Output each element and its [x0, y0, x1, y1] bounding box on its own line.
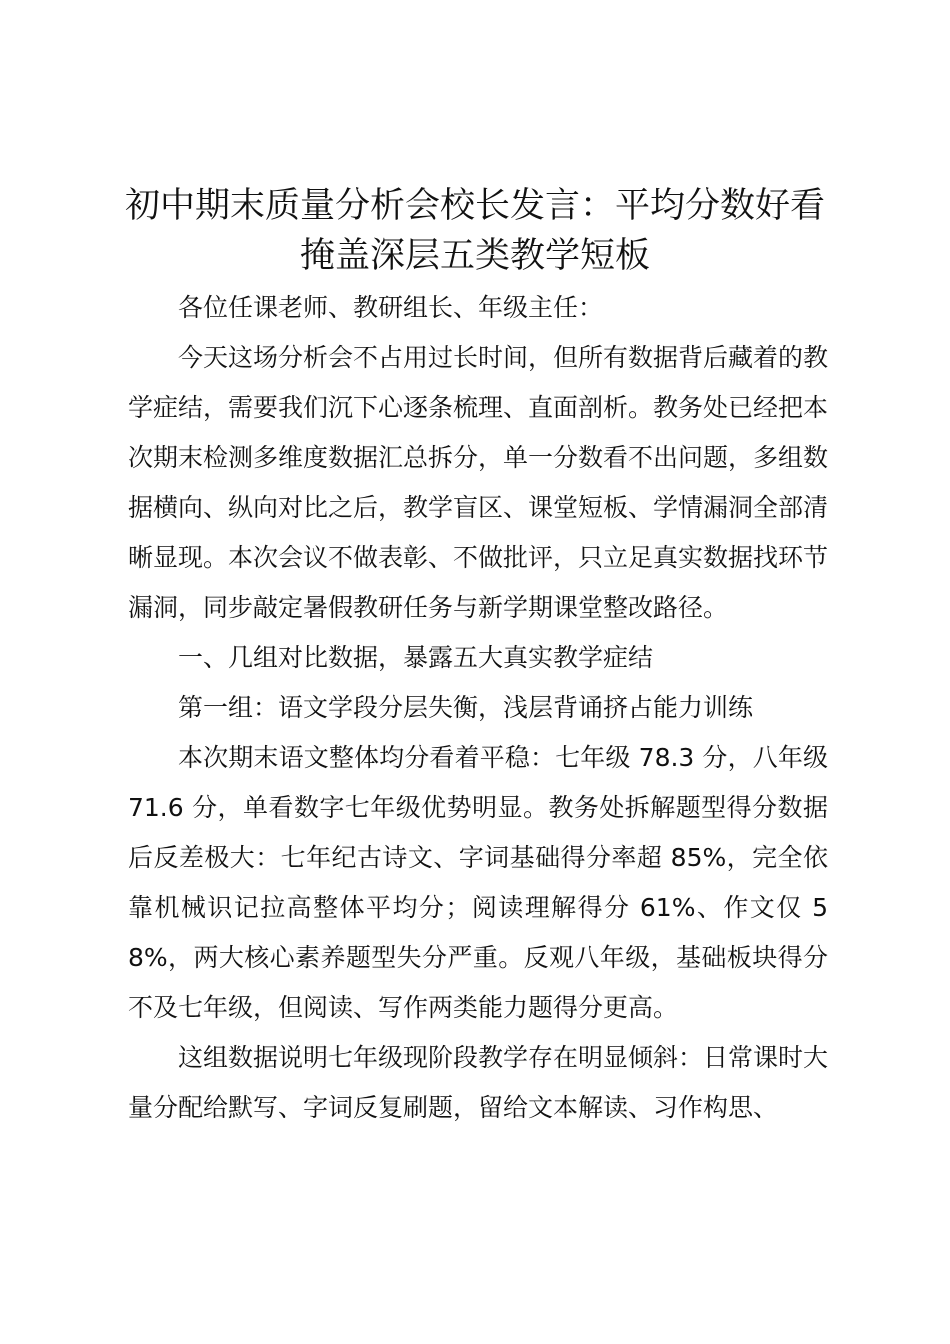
document-body: [128, 283, 828, 1133]
analysis-paragraph: 这组数据说明七年级现阶段教学存在明显倾斜：日常课时大量分配给默写、字词反复刷题，留给文本解读、习作构思、: [128, 1043, 829, 1122]
data-paragraph: 本次期末语文整体均分看着平稳：七年级 78.3 分，八年级 71.6 分，单看数字七年级优势明显。教务处拆解题型得分数据后反差极大：七年纪古诗文、字词基础得分率超 85%，完全依靠机械识记拉高整体平均分；阅读理解得分 61%、作文仅 58%，两大核心素养题型失分严重。反观八年级，基础板块得分不及七年级，但阅读、写作两类能力题得分更高。: [128, 743, 828, 1022]
section-heading: 一、几组对比数据，暴露五大真实教学症结: [178, 643, 654, 672]
document-title-line-1: 初中期末质量分析会校长发言：平均分数好看: [124, 186, 825, 226]
salutation: 各位任课老师、教研组长、年级主任：: [178, 293, 604, 322]
intro-paragraph: 今天这场分析会不占用过长时间，但所有数据背后藏着的教学症结，需要我们沉下心逐条梳理、直面剖析。教务处已经把本次期末检测多维度数据汇总拆分，单一分数看不出问题，多组数据横向、纵向对比之后，教学盲区、课堂短板、学情漏洞全部清晰显现。本次会议不做表彰、不做批评，只立足真实数据找环节漏洞，同步敲定暑假教研任务与新学期课堂整改路径。: [128, 343, 829, 622]
group-heading: 第一组：语文学段分层失衡，浅层背诵挤占能力训练: [178, 693, 754, 722]
document-title-line-2: 掩盖深层五类教学短板: [299, 236, 650, 276]
